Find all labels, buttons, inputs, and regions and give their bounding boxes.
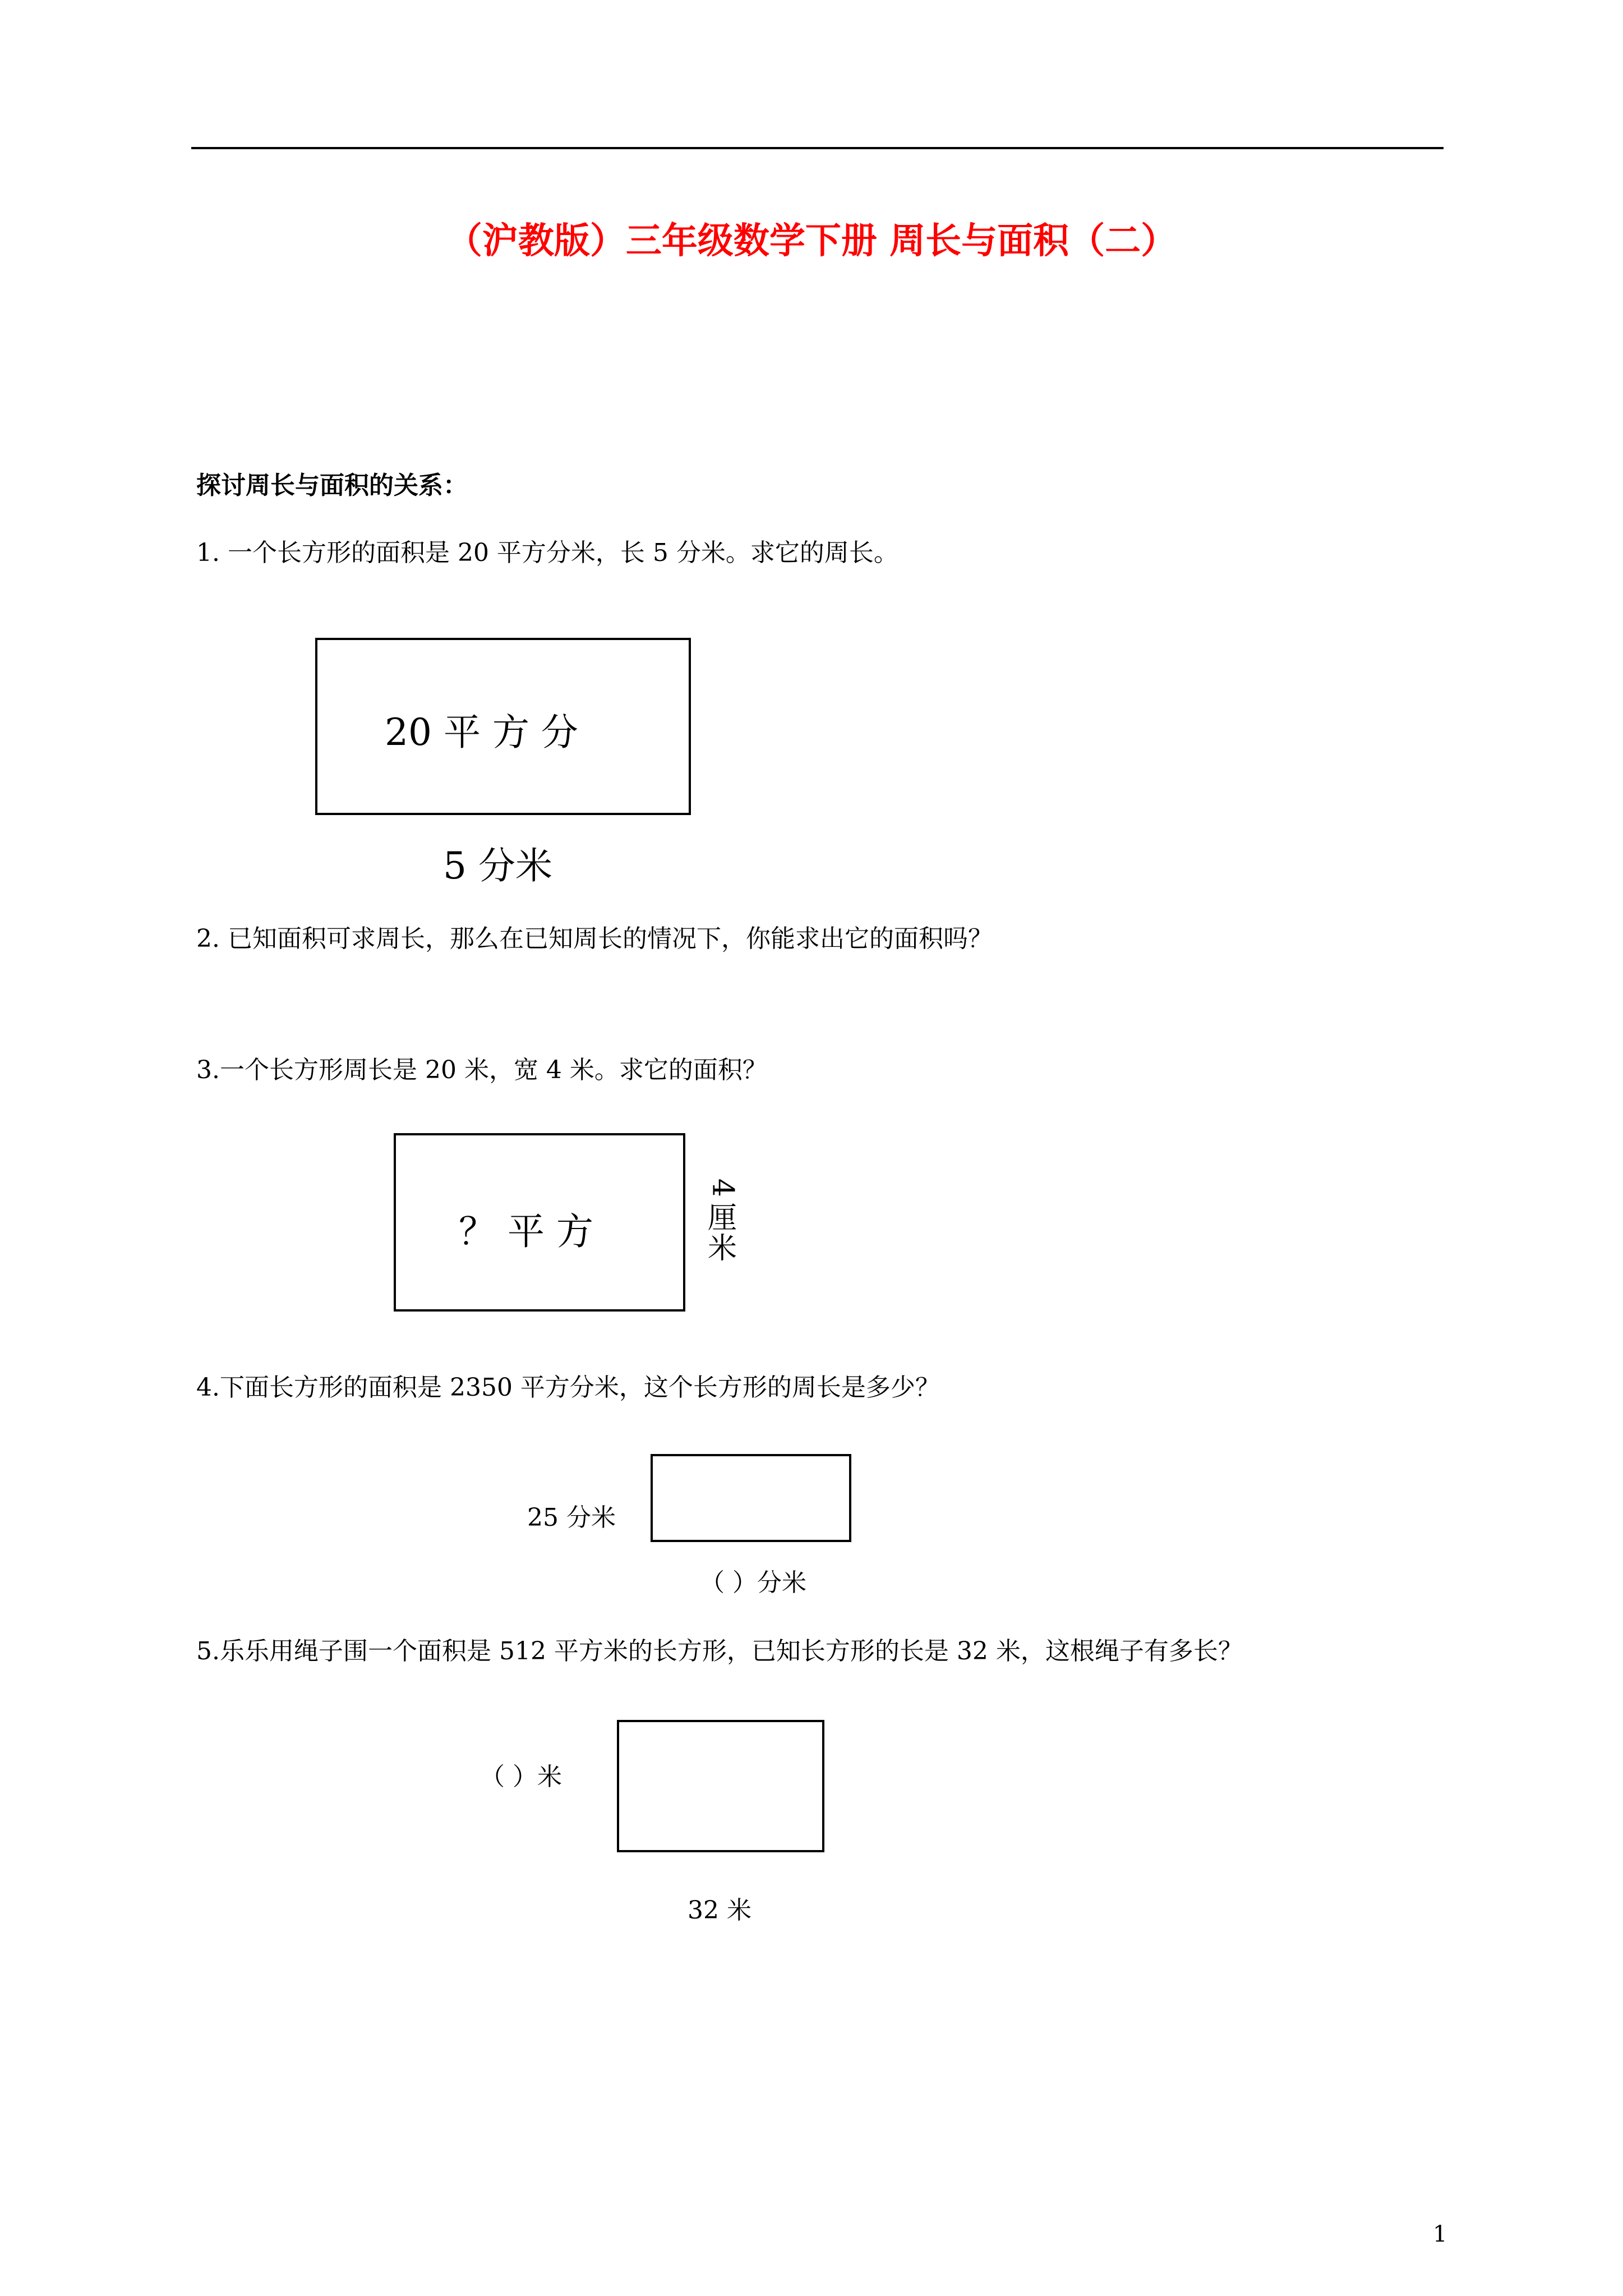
question-3-width-unit-1: 厘 [707,1201,737,1235]
question-5-rectangle [617,1720,824,1852]
question-4-rectangle [651,1454,851,1542]
question-3-width-unit-2: 米 [707,1232,737,1266]
question-1-length-label: 5 分米 [443,844,552,887]
question-2-text: 2. 已知面积可求周长，那么在已知周长的情况下，你能求出它的面积吗？ [196,924,993,953]
question-4-length-label: （ ）分米 [700,1568,806,1597]
question-3-width-value: 4 [706,1178,740,1197]
question-5-width-label: （ ）米 [480,1763,562,1791]
question-5-length-label: 32 米 [688,1896,751,1925]
question-5-text: 5.乐乐用绳子围一个面积是 512 平方米的长方形，已知长方形的长是 32 米，这根绳子有多长？ [196,1637,1243,1665]
question-1-text: 1. 一个长方形的面积是 20 平方分米，长 5 分米。求它的周长。 [196,539,898,567]
question-3-text: 3.一个长方形周长是 20 米，宽 4 米。求它的面积？ [196,1056,767,1084]
header-rule [191,147,1444,149]
question-1-area-label: 20 平 方 分 [385,711,578,754]
section-heading: 探讨周长与面积的关系： [196,471,468,500]
document-title: （沪教版）三年级数学下册 周长与面积（二） [446,220,1177,262]
question-4-width-label: 25 分米 [527,1503,616,1532]
question-3-width-label [707,1172,738,1264]
question-4-text: 4.下面长方形的面积是 2350 平方分米，这个长方形的周长是多少？ [196,1373,940,1402]
question-3-area-label: ？ 平 方 [459,1210,593,1253]
page-number: 1 [1433,2221,1447,2247]
